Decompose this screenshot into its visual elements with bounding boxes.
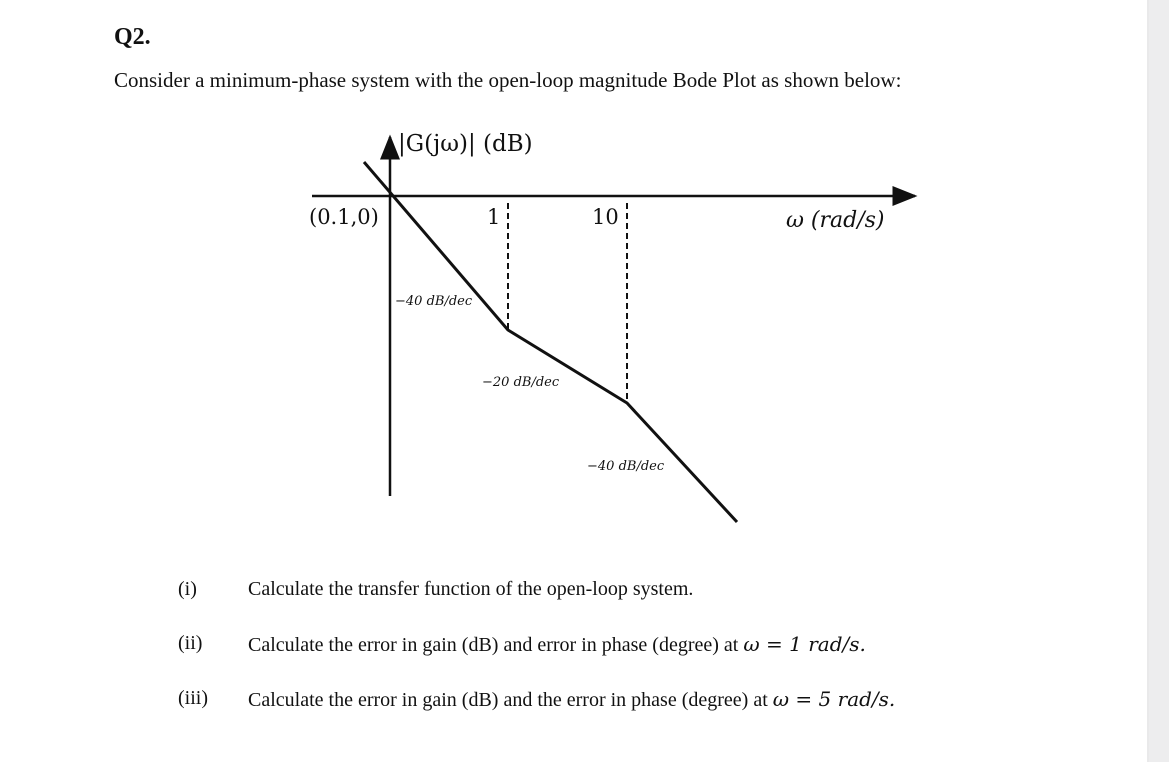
part-text (248, 632, 866, 657)
part-text (248, 687, 895, 712)
part-math: ω = 1 rad/s. (743, 632, 866, 656)
tick-label-10: 10 (592, 205, 619, 229)
part-number: (i) (178, 578, 197, 600)
part-text-body: Calculate the error in gain (dB) and the error in phase (degree) at (248, 689, 768, 711)
part-number: (iii) (178, 687, 208, 709)
slope-label-second: −20 dB/dec (482, 375, 560, 390)
question-title: Q2. (114, 24, 151, 50)
scrollbar[interactable] (1149, 0, 1169, 762)
part-text (248, 578, 693, 601)
x-axis-label: ω (rad/s) (786, 208, 885, 233)
origin-label: (0.1,0) (309, 205, 379, 229)
part-math: ω = 5 rad/s. (772, 687, 896, 711)
part-text-body: Calculate the transfer function of the open-loop system. (248, 578, 694, 600)
part-text-body: Calculate the error in gain (dB) and error in phase (degree) at (248, 634, 739, 656)
part-number: (ii) (178, 632, 203, 654)
magnitude-asymptote (364, 162, 737, 522)
slope-label-first: −40 dB/dec (395, 294, 473, 309)
y-axis-label: |G(jω)| (dB) (398, 131, 533, 157)
question-intro: Consider a minimum-phase system with the open-loop magnitude Bode Plot as shown below: (114, 68, 902, 92)
slope-label-third: −40 dB/dec (587, 459, 665, 474)
tick-label-1: 1 (487, 205, 501, 229)
